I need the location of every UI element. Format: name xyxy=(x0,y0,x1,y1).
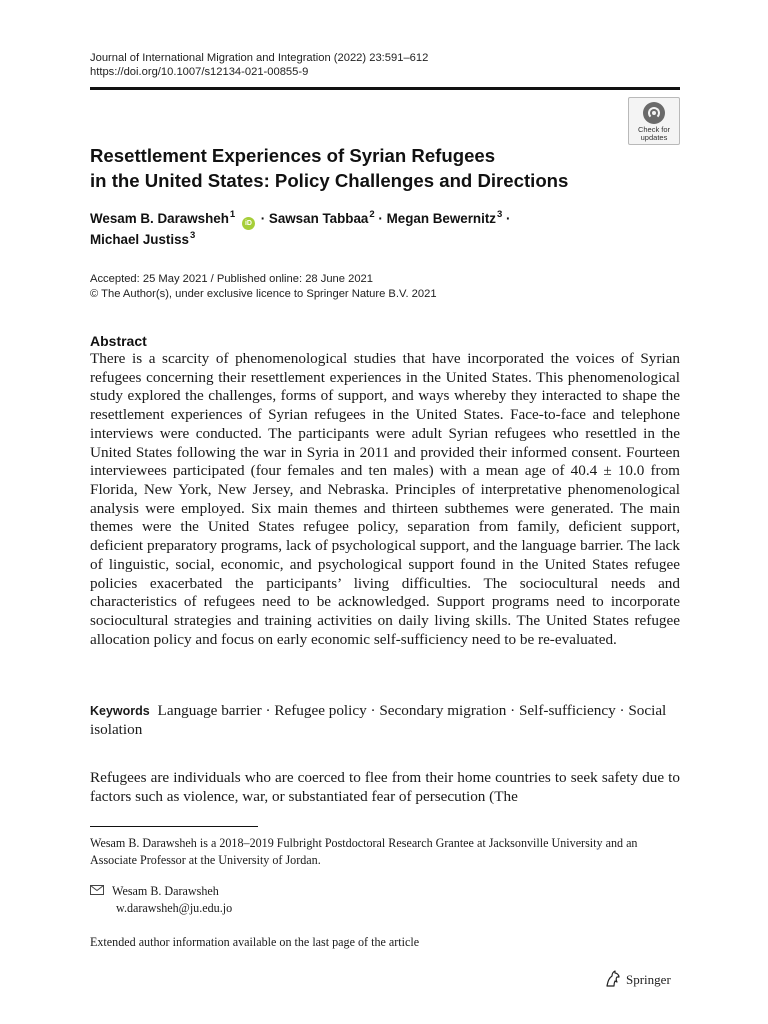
title-line2: in the United States: Policy Challenges and Directions xyxy=(90,170,569,191)
accepted-published-dates: Accepted: 25 May 2021 / Published online: 28 June 2021 xyxy=(90,273,373,285)
author-name[interactable]: Wesam B. Darawsheh xyxy=(90,211,229,226)
copyright-notice: © The Author(s), under exclusive licence to Springer Nature B.V. 2021 xyxy=(90,287,437,300)
header-rule xyxy=(90,87,680,90)
orcid-icon[interactable]: iD xyxy=(242,217,255,230)
check-for-updates-button[interactable] xyxy=(628,97,680,145)
author-separator: · xyxy=(378,211,383,226)
corresponding-author-email[interactable]: w.darawsheh@ju.edu.jo xyxy=(116,901,233,915)
intro-paragraph: Refugees are individuals who are coerced to flee from their home countries to seek safety due to factors such as violence, war, or substantiated fear of persecution (The xyxy=(90,769,680,805)
author-footnote: Wesam B. Darawsheh is a 2018–2019 Fulbright Postdoctoral Research Grantee at Jacksonville University and an Associate Professor at the University of Jordan. xyxy=(90,836,638,867)
author-separator: · xyxy=(260,211,266,226)
author-name[interactable]: Michael Justiss xyxy=(90,232,189,247)
corresponding-author-name: Wesam B. Darawsheh xyxy=(112,884,219,898)
abstract-heading: Abstract xyxy=(90,333,147,349)
crossmark-icon xyxy=(643,102,665,124)
author-name[interactable]: Sawsan Tabbaa xyxy=(268,211,369,226)
author-affiliation: 2 xyxy=(369,209,375,220)
footnote-rule xyxy=(90,826,258,827)
author-name[interactable]: Megan Bewernitz xyxy=(386,211,496,226)
author-affiliation: 3 xyxy=(190,230,196,241)
journal-citation: Journal of International Migration and Integration (2022) 23:591–612 xyxy=(90,52,429,64)
correspondence xyxy=(90,883,232,917)
crossmark-label-line1: Check for xyxy=(637,125,671,134)
keywords xyxy=(90,702,680,739)
article-title xyxy=(90,143,610,193)
publisher-name: Springer xyxy=(626,972,671,987)
author-list xyxy=(90,209,610,250)
author-affiliation: 3 xyxy=(496,209,503,220)
publisher-logo xyxy=(604,970,671,994)
abstract-text: There is a scarcity of phenomenological studies that have incorporated the voices of Syrian refugees concerning their resettlement experiences in the United States. This phenomenological study explored the challenges, forms of support, and ways whereby they interacted to shape the resettlement experiences of Syrian refugees in the United States. Face-to-face and telephone interviews were conducted. The participants were adult Syrian refugees who resettled in the United States following the war in Syria in 2011 and provided their informed consent. Fourteen interviewees participated (four females and ten males) with a mean age of 40.4 ± 10.0 from Florida, New York, New Jersey, and Nebraska. Principles of interpretative phenomenological analysis were employed. Six main themes and thirteen subthemes were generated. The main themes were the United States refugee policy, separation from family, deficient support, deficient preparatory programs, lack of psychological support, and the language barrier. The lack of linguistic, social, economic, and psychological support found in the United States refugee policies exacerbated the participants’ living difficulties. The sociocultural needs and characteristics of refugees need to be acknowledged. Support programs need to incorporate sociocultural strategies and training activities on daily living skills. The United States refugee allocation policy and focus on early economic self-sufficiency need to be re-evaluated. xyxy=(90,350,680,648)
author-affiliation: 1 xyxy=(229,209,236,220)
springer-horse-icon xyxy=(604,970,622,994)
crossmark-label-line2: updates xyxy=(640,133,668,142)
publication-dates xyxy=(90,272,437,301)
envelope-icon xyxy=(90,883,106,900)
doi-link[interactable]: https://doi.org/10.1007/s12134-021-00855-9 xyxy=(90,66,309,78)
title-line1: Resettlement Experiences of Syrian Refugees xyxy=(90,145,496,166)
author-separator: · xyxy=(506,211,511,226)
extended-author-info: Extended author information available on the last page of the article xyxy=(90,935,420,949)
keywords-label: Keywords xyxy=(90,704,150,718)
keywords-list: Language barrier · Refugee policy · Secondary migration · Self-sufficiency · Social isolation xyxy=(90,702,667,738)
